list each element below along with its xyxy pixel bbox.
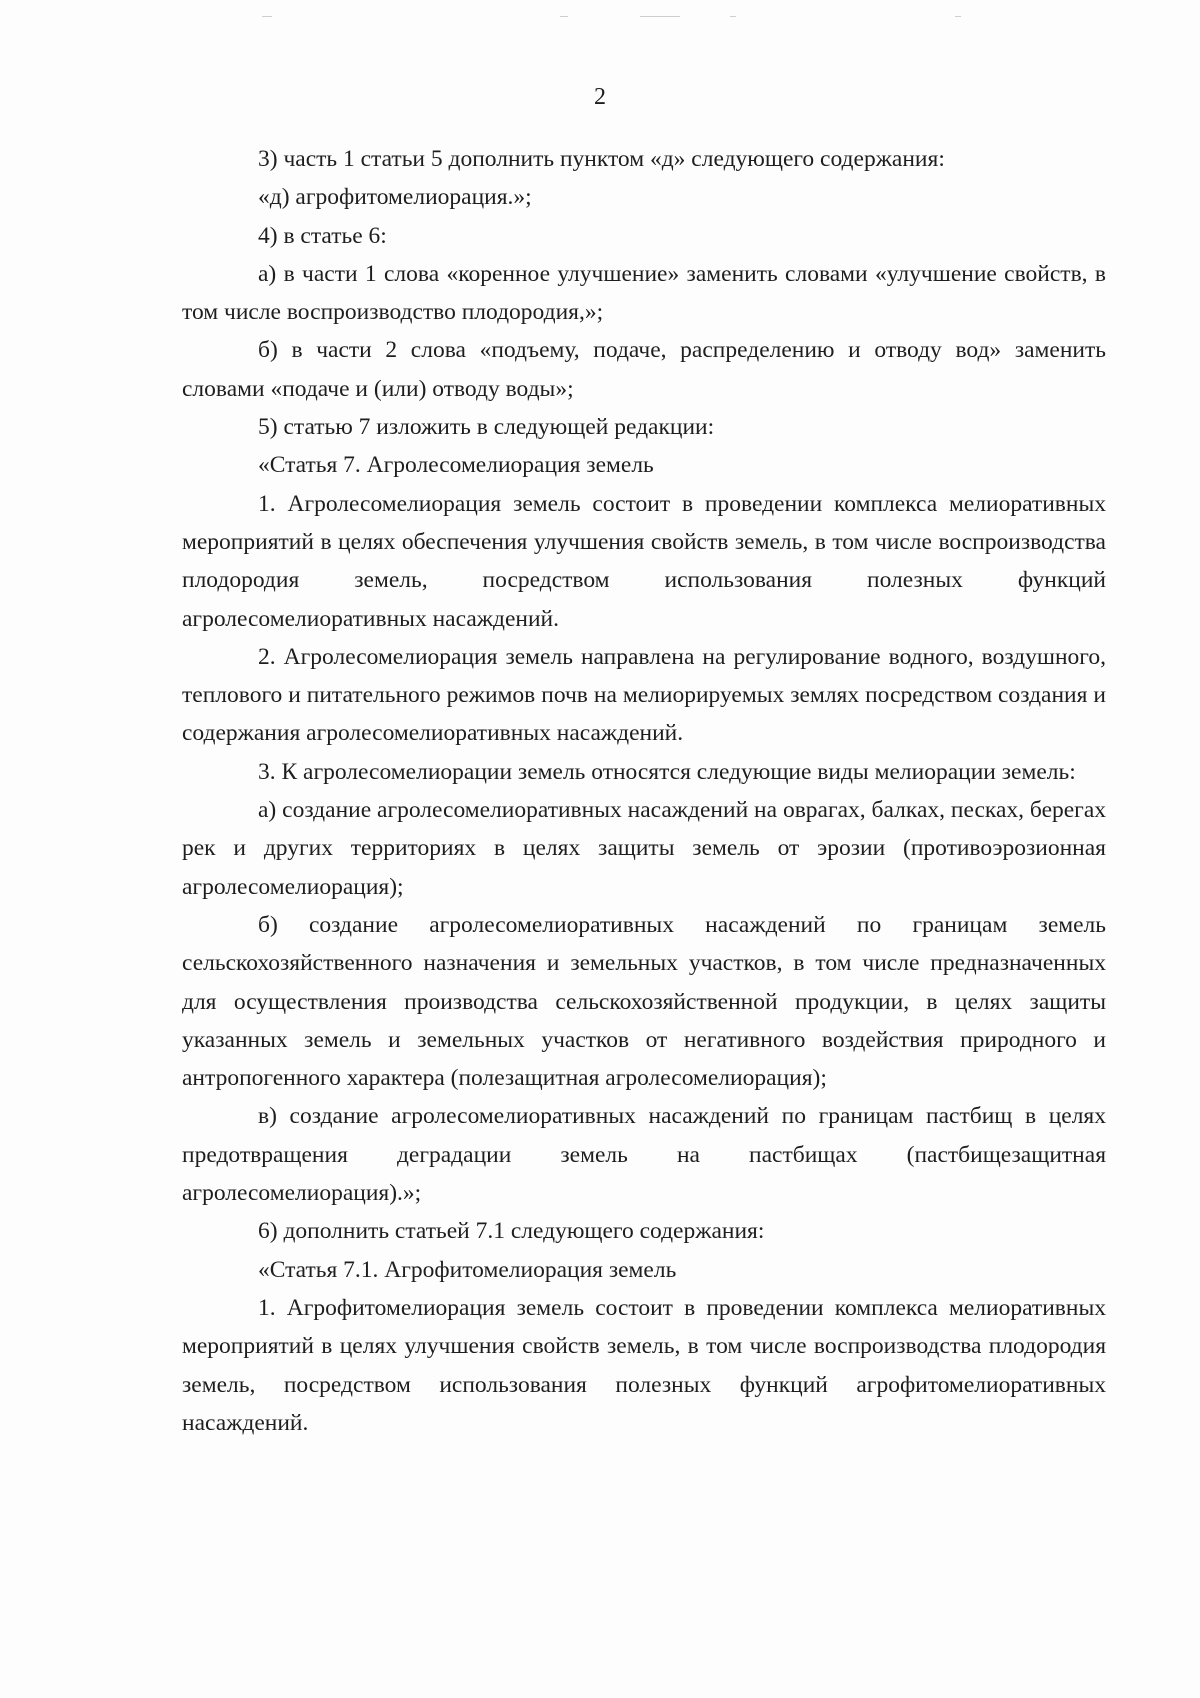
paragraph-amendment-4a: а) в части 1 слова «коренное улучшение» заменить словами «улучшение свойств, в том числе воспроизводство плодородия,»; (182, 260, 1106, 326)
article-7-1-heading: «Статья 7.1. Агрофитомелиорация земель (258, 1256, 677, 1283)
paragraph-amendment-6: 6) дополнить статьей 7.1 следующего содержания: (258, 1218, 765, 1245)
scan-artifact (640, 16, 680, 17)
paragraph-amendment-3: 3) часть 1 статьи 5 дополнить пунктом «д» следующего содержания: (258, 146, 945, 172)
article-7-part-1: 1. Агролесомелиорация земель состоит в проведении комплекса мелиоративных мероприятий в целях обеспечения улучшения свойств земель, в том числе воспроизводства плодородия земель, посредством использования полезных функций агролесомелиоративных насаждений. (182, 490, 1106, 632)
article-7-part-2: 2. Агролесомелиорация земель направлена на регулирование водного, воздушного, теплового и питательного режимов почв на мелиорируемых землях посредством создания и содержания агролесомелиоративных насаждений. (182, 643, 1106, 747)
article-7-part-3b: б) создание агролесомелиоративных насаждений по границам земель сельскохозяйственного назначения и земельных участков, в том числе предназначенных для осуществления производства сельскохозяйственной продукции, в целях защиты указанных земель и земельных участков от негативного воздействия природного и антропогенного характера (полезащитная агролесомелиорация); (182, 911, 1106, 1092)
paragraph-amendment-4b: б) в части 2 слова «подъему, подаче, распределению и отводу вод» заменить словами «подаче и (или) отводу воды»; (182, 337, 1106, 402)
scan-artifact (730, 16, 736, 17)
paragraph-item-d: «д) агрофитомелиорация.»; (258, 184, 532, 211)
paragraph-amendment-4: 4) в статье 6: (258, 222, 387, 249)
article-7-part-3c: в) создание агролесомелиоративных насаждений по границам пастбищ в целях предотвращения деградации земель на пастбищах (пастбищезащитная агролесомелиорация).»; (182, 1103, 1106, 1207)
scan-artifact (262, 16, 272, 17)
article-7-heading: «Статья 7. Агролесомелиорация земель (258, 452, 654, 479)
page-number: 2 (594, 84, 606, 110)
article-7-part-3: 3. К агролесомелиорации земель относятся следующие виды мелиорации земель: (258, 758, 1076, 785)
article-7-part-3a: а) создание агролесомелиоративных насаждений на оврагах, балках, песках, берегах рек и других территориях в целях защиты земель от эрозии (противоэрозионная агролесомелиорация); (182, 797, 1106, 900)
scan-artifact (560, 16, 568, 17)
article-7-1-part-1: 1. Агрофитомелиорация земель состоит в проведении комплекса мелиоративных мероприятий в целях улучшения свойств земель, в том числе воспроизводства плодородия земель, посредством использования полезных функций агрофитомелиоративных насаждений. (182, 1294, 1106, 1436)
scan-artifact (955, 16, 961, 17)
paragraph-amendment-5: 5) статью 7 изложить в следующей редакции: (258, 414, 715, 441)
document-body (182, 140, 1106, 1442)
